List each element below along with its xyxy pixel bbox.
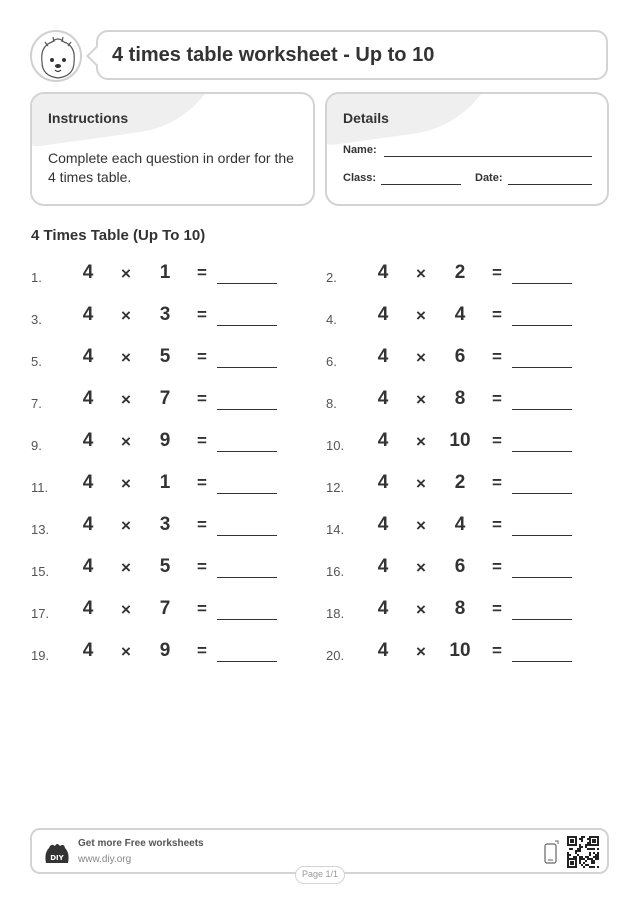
question-number: 5. (31, 354, 42, 369)
name-field[interactable] (384, 156, 592, 157)
times-sign: × (416, 432, 426, 451)
question-number: 9. (31, 438, 42, 453)
question-item (326, 388, 586, 418)
question-number: 4. (326, 312, 337, 327)
question-number: 14. (326, 522, 345, 537)
times-sign: × (416, 390, 426, 409)
class-field[interactable] (381, 184, 461, 185)
multiplicand: 4 (82, 388, 94, 409)
times-sign: × (416, 558, 426, 577)
instructions-card (30, 92, 315, 206)
multiplicand: 4 (377, 388, 389, 409)
question-item (326, 640, 586, 670)
question-number: 15. (31, 564, 50, 579)
question-number: 20. (326, 648, 345, 663)
answer-blank[interactable] (512, 619, 572, 620)
times-sign: × (416, 306, 426, 325)
answer-blank[interactable] (217, 577, 277, 578)
times-sign: × (416, 642, 426, 661)
times-sign: × (416, 474, 426, 493)
multiplicand: 4 (377, 556, 389, 577)
answer-blank[interactable] (512, 577, 572, 578)
question-item (31, 472, 291, 502)
equals-sign: = (492, 473, 502, 492)
multiplicand: 4 (82, 304, 94, 325)
date-field[interactable] (508, 184, 592, 185)
multiplicand: 4 (82, 556, 94, 577)
times-sign: × (121, 642, 131, 661)
mascot-face-icon (30, 30, 82, 82)
answer-blank[interactable] (512, 409, 572, 410)
equals-sign: = (492, 305, 502, 324)
equals-sign: = (197, 515, 207, 534)
times-sign: × (416, 264, 426, 283)
question-item (31, 430, 291, 460)
multiplier: 6 (454, 346, 466, 367)
multiplicand: 4 (377, 514, 389, 535)
diy-logo-text: DIY (50, 854, 64, 862)
equals-sign: = (492, 641, 502, 660)
multiplicand: 4 (377, 346, 389, 367)
question-item (31, 598, 291, 628)
question-number: 6. (326, 354, 337, 369)
question-item (31, 304, 291, 334)
equals-sign: = (197, 557, 207, 576)
question-number: 1. (31, 270, 42, 285)
answer-blank[interactable] (512, 661, 572, 662)
equals-sign: = (197, 389, 207, 408)
footer-link[interactable]: www.diy.org (78, 854, 132, 865)
question-number: 3. (31, 312, 42, 327)
times-sign: × (121, 264, 131, 283)
multiplier: 3 (159, 514, 171, 535)
question-number: 2. (326, 270, 337, 285)
multiplier: 10 (449, 640, 471, 661)
question-number: 11. (31, 480, 49, 495)
multiplier: 4 (454, 514, 466, 535)
equals-sign: = (492, 515, 502, 534)
multiplier: 10 (449, 430, 471, 451)
details-title: Details (343, 110, 389, 126)
question-item (326, 304, 586, 334)
section-title: 4 Times Table (Up To 10) (31, 227, 206, 244)
multiplicand: 4 (82, 262, 94, 283)
page-title: 4 times table worksheet - Up to 10 (112, 44, 435, 66)
date-label: Date: (475, 172, 503, 184)
multiplicand: 4 (82, 640, 94, 661)
multiplier: 9 (159, 640, 171, 661)
answer-blank[interactable] (512, 535, 572, 536)
equals-sign: = (197, 599, 207, 618)
question-number: 19. (31, 648, 50, 663)
answer-blank[interactable] (217, 535, 277, 536)
question-item (326, 430, 586, 460)
multiplicand: 4 (377, 472, 389, 493)
answer-blank[interactable] (217, 661, 277, 662)
question-item (31, 514, 291, 544)
multiplicand: 4 (377, 262, 389, 283)
qr-code-icon[interactable] (567, 836, 599, 868)
question-number: 16. (326, 564, 345, 579)
multiplier: 2 (454, 262, 466, 283)
answer-blank[interactable] (512, 451, 572, 452)
times-sign: × (416, 348, 426, 367)
equals-sign: = (197, 263, 207, 282)
equals-sign: = (197, 305, 207, 324)
question-item (326, 514, 586, 544)
question-number: 10. (326, 438, 345, 453)
multiplier: 3 (159, 304, 171, 325)
question-item (31, 346, 291, 376)
question-number: 17. (31, 606, 50, 621)
multiplier: 7 (159, 388, 171, 409)
multiplicand: 4 (82, 346, 94, 367)
times-sign: × (121, 348, 131, 367)
answer-blank[interactable] (217, 409, 277, 410)
answer-blank[interactable] (217, 367, 277, 368)
multiplicand: 4 (82, 598, 94, 619)
answer-blank[interactable] (217, 451, 277, 452)
times-sign: × (416, 600, 426, 619)
times-sign: × (121, 600, 131, 619)
times-sign: × (121, 390, 131, 409)
multiplier: 2 (454, 472, 466, 493)
question-number: 18. (326, 606, 345, 621)
question-item (31, 640, 291, 670)
equals-sign: = (197, 431, 207, 450)
answer-blank[interactable] (217, 493, 277, 494)
question-item (326, 598, 586, 628)
multiplicand: 4 (82, 514, 94, 535)
question-item (31, 262, 291, 292)
multiplier: 7 (159, 598, 171, 619)
answer-blank[interactable] (512, 367, 572, 368)
multiplier: 9 (159, 430, 171, 451)
diy-logo-icon[interactable] (43, 841, 71, 867)
question-item (326, 262, 586, 292)
equals-sign: = (492, 347, 502, 366)
details-card (325, 92, 609, 206)
multiplier: 5 (159, 346, 171, 367)
equals-sign: = (197, 473, 207, 492)
multiplicand: 4 (377, 304, 389, 325)
question-number: 13. (31, 522, 50, 537)
class-label: Class: (343, 172, 377, 184)
question-item (326, 346, 586, 376)
times-sign: × (121, 516, 131, 535)
equals-sign: = (197, 641, 207, 660)
equals-sign: = (492, 431, 502, 450)
answer-blank[interactable] (217, 283, 277, 284)
question-number: 7. (31, 396, 42, 411)
multiplier: 1 (159, 472, 171, 493)
multiplier: 1 (159, 262, 171, 283)
multiplicand: 4 (377, 598, 389, 619)
equals-sign: = (492, 599, 502, 618)
multiplicand: 4 (377, 640, 389, 661)
footer-promo-text[interactable]: Get more Free worksheets (78, 838, 204, 849)
equals-sign: = (492, 263, 502, 282)
times-sign: × (121, 474, 131, 493)
multiplier: 8 (454, 598, 466, 619)
instructions-text: Complete each question in order for the 4 times table. (48, 150, 294, 185)
equals-sign: = (197, 347, 207, 366)
answer-blank[interactable] (512, 283, 572, 284)
times-sign: × (416, 516, 426, 535)
name-label: Name: (343, 144, 377, 156)
equals-sign: = (492, 389, 502, 408)
question-number: 12. (326, 480, 345, 495)
multiplicand: 4 (82, 472, 94, 493)
question-item (326, 472, 586, 502)
multiplier: 4 (454, 304, 466, 325)
instructions-title: Instructions (48, 110, 129, 126)
multiplicand: 4 (82, 430, 94, 451)
answer-blank[interactable] (512, 493, 572, 494)
page-number: Page 1/1 (295, 866, 345, 884)
times-sign: × (121, 306, 131, 325)
phone-icon (543, 840, 559, 866)
question-item (326, 556, 586, 586)
answer-blank[interactable] (217, 619, 277, 620)
multiplier: 5 (159, 556, 171, 577)
answer-blank[interactable] (512, 325, 572, 326)
question-item (31, 556, 291, 586)
multiplier: 8 (454, 388, 466, 409)
answer-blank[interactable] (217, 325, 277, 326)
times-sign: × (121, 432, 131, 451)
multiplicand: 4 (377, 430, 389, 451)
title-banner (96, 30, 608, 80)
multiplier: 6 (454, 556, 466, 577)
times-sign: × (121, 558, 131, 577)
equals-sign: = (492, 557, 502, 576)
question-item (31, 388, 291, 418)
question-number: 8. (326, 396, 337, 411)
